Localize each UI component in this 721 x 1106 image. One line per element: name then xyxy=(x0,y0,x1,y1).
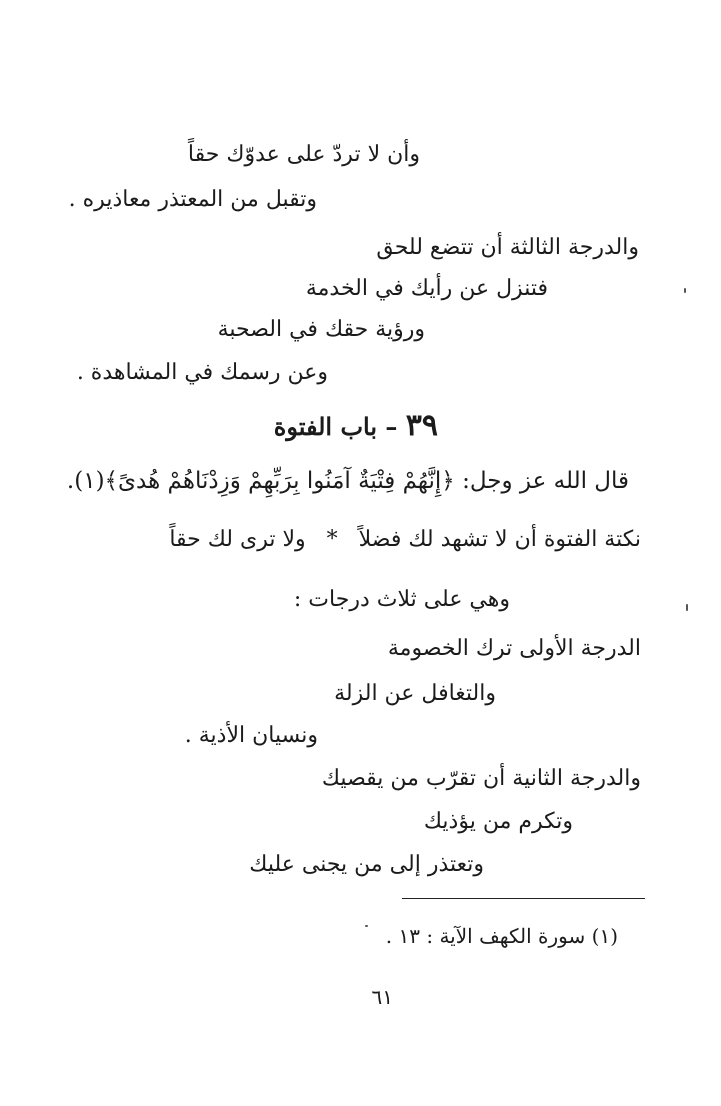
text-line-9: والتغافل عن الزلة xyxy=(334,681,496,706)
chapter-number: ٣٩ xyxy=(405,408,438,443)
text-line-8: الدرجة الأولى ترك الخصومة xyxy=(387,636,641,661)
text-line-10: ونسيان الأذية . xyxy=(184,723,318,748)
text-line-11: والدرجة الثانية أن تقرّب من يقصيك xyxy=(321,766,641,791)
text-line-13: وتعتذر إلى من يجنى عليك xyxy=(249,852,484,877)
couplet-right: نكتة الفتوة أن لا تشهد لك فضلاً xyxy=(358,527,641,552)
text-line-7: وهي على ثلاث درجات : xyxy=(293,587,510,612)
couplet-star: * xyxy=(326,527,338,552)
text-line-3: والدرجة الثالثة أن تتضع للحق xyxy=(376,235,639,260)
scan-mark xyxy=(365,925,368,927)
text-line-6: وعن رسمك في المشاهدة . xyxy=(76,360,328,385)
text-line-12: وتكرم من يؤذيك xyxy=(423,809,573,834)
footnote-rule xyxy=(402,898,645,899)
footnote: (١) سورة الكهف الآية : ١٣ . xyxy=(385,924,618,948)
chapter-title: باب الفتوة xyxy=(273,412,378,441)
scan-mark xyxy=(686,604,688,611)
text-line-4: فتنزل عن رأيك في الخدمة xyxy=(305,276,548,301)
text-line-2: وتقبل من المعتذر معاذيره . xyxy=(68,187,317,212)
couplet-line xyxy=(169,527,641,553)
page-number: ٦١ xyxy=(371,985,393,1009)
scan-mark xyxy=(684,288,686,293)
couplet-left: ولا ترى لك حقاً xyxy=(169,527,306,552)
text-line-5: ورؤية حقك في الصحبة xyxy=(217,317,425,342)
text-line-1: وأن لا تردّ على عدوّك حقاً xyxy=(187,142,420,167)
quran-quote: قال الله عز وجل: ﴿إِنَّهُمْ فِتْيَةٌ آمَنُوا بِرَبِّهِمْ وَزِدْنَاهُمْ هُدىً﴾(١). xyxy=(66,468,629,494)
chapter-dash: – xyxy=(385,412,398,441)
chapter-heading xyxy=(274,408,438,443)
